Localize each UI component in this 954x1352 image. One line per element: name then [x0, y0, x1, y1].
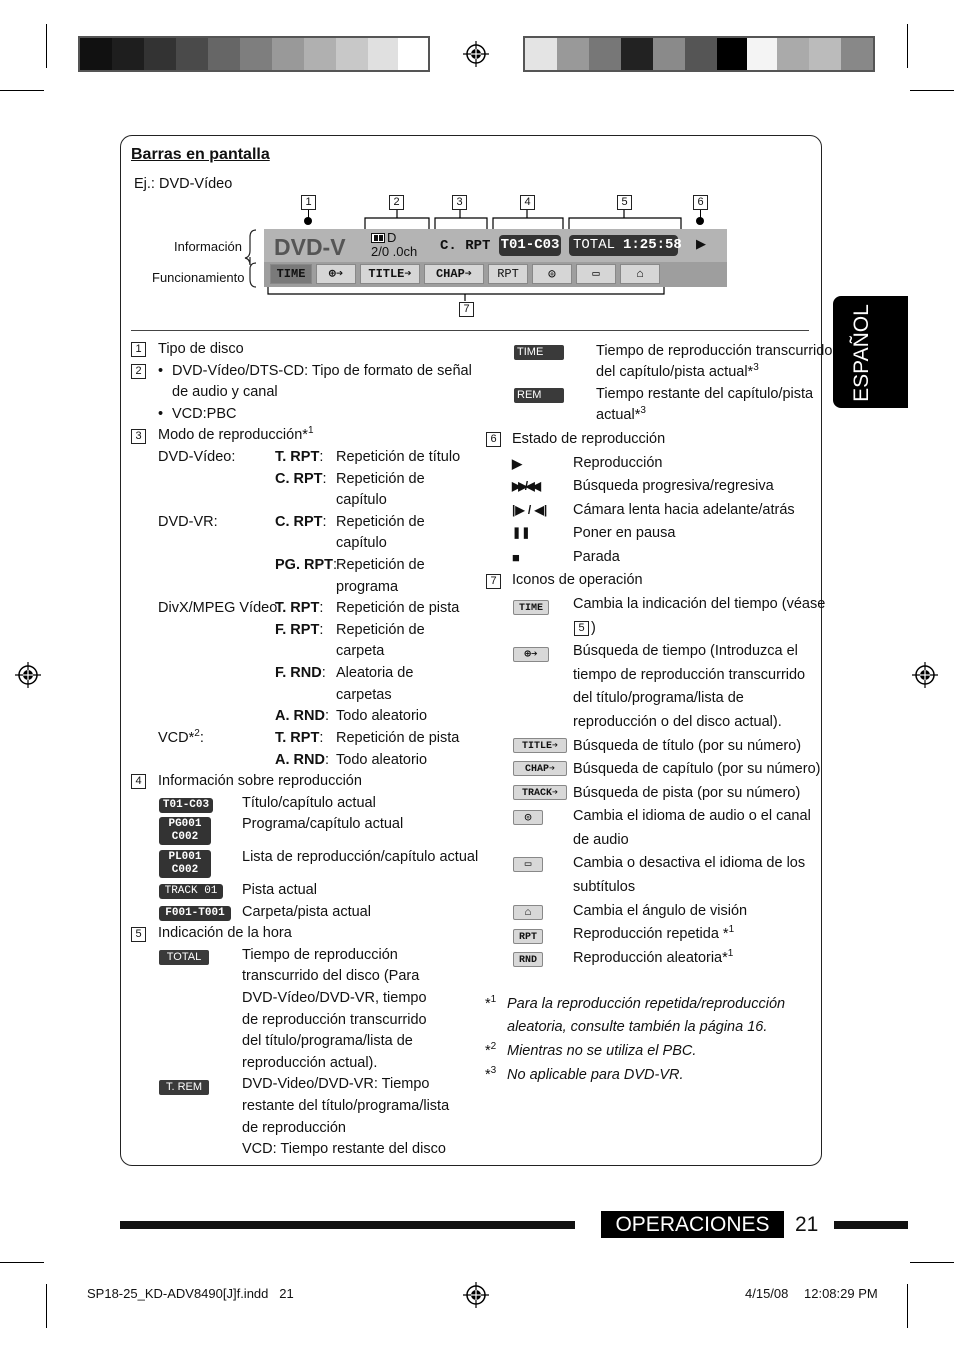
callout-5: 5: [617, 195, 632, 210]
pause-icon: ❚❚: [512, 527, 531, 539]
colon: :: [333, 557, 338, 573]
callout-bracket: [267, 286, 665, 302]
status-desc: Parada: [573, 549, 620, 565]
section-label: OPERACIONES: [615, 1213, 770, 1236]
swatch: [589, 38, 621, 70]
colon: :: [322, 514, 327, 530]
mode-code: [275, 728, 323, 749]
item-7-text: Iconos de operación: [512, 572, 643, 588]
item-number-7: 7: [486, 574, 501, 589]
footnote-text: Para la reproducción repetida/reproducción: [507, 996, 786, 1012]
crop-mark: [910, 1262, 954, 1263]
mode-code: [275, 512, 327, 533]
crop-mark: [910, 90, 954, 91]
op-desc: ): [591, 620, 596, 636]
mode-desc: Todo aleatorio: [336, 708, 428, 724]
bracket-icon: [244, 229, 258, 291]
page-number: 21: [795, 1213, 819, 1236]
time-indicator-icon: TIME: [514, 345, 564, 360]
bullet: •: [158, 363, 164, 379]
time-button[interactable]: TIME: [270, 264, 312, 284]
info-desc: Lista de reproducción/capítulo actual: [242, 849, 479, 865]
remain-desc: VCD: Tiempo restante del disco: [242, 1141, 446, 1157]
colon: :: [321, 665, 326, 681]
callout-7: 7: [459, 302, 474, 317]
item-number-2: 2: [131, 364, 146, 379]
crop-mark: [46, 24, 47, 68]
audio-button[interactable]: ◎: [532, 264, 572, 284]
op-desc: Búsqueda de pista (por su número): [573, 785, 801, 801]
mode-desc: capítulo: [336, 535, 387, 551]
remain-desc: restante del título/programa/lista: [242, 1098, 450, 1114]
colon: :: [199, 730, 204, 746]
swatch: [112, 38, 144, 70]
playlist-chapter-icon: [159, 850, 211, 878]
time-desc: del título/programa/lista de: [242, 1033, 413, 1049]
swatch: [747, 38, 777, 70]
registration-mark-icon: [463, 41, 489, 67]
op-desc: de audio: [573, 832, 629, 848]
mode-code: [275, 663, 326, 684]
mode-desc: carpetas: [336, 687, 392, 703]
subtitle-icon: ▭: [513, 857, 543, 872]
swatch: [525, 38, 557, 70]
mode-code: [275, 555, 337, 576]
icon-line: C002: [171, 831, 199, 843]
colon: :: [319, 730, 324, 746]
inline-ref-5: 5: [574, 621, 589, 636]
op-desc: Búsqueda de capítulo (por su número): [573, 761, 821, 777]
mode-desc: Repetición de: [336, 471, 425, 487]
title-chapter-icon: T01-C03: [159, 798, 213, 813]
mode-desc: capítulo: [336, 492, 387, 508]
callout-2: 2: [389, 195, 404, 210]
mode-code-label: A. RND: [275, 752, 325, 768]
total-time: 1:25:58: [623, 237, 682, 253]
play-icon: ▶: [696, 236, 706, 251]
info-desc: Título/capítulo actual: [242, 795, 376, 811]
mode-divx: DivX/MPEG Vídeo:: [158, 600, 282, 616]
item-number-1: 1: [131, 342, 146, 357]
time-desc: Tiempo de reproducción: [242, 947, 398, 963]
footnote-number: 2: [490, 1041, 497, 1053]
status-desc: Cámara lenta hacia adelante/atrás: [573, 502, 795, 518]
swatch: [240, 38, 272, 70]
angle-icon: ⌂: [513, 905, 543, 920]
mode-desc: Repetición de pista: [336, 600, 460, 616]
callout-4: 4: [520, 195, 535, 210]
audio-icon: ◎: [513, 810, 543, 825]
item-4-text: Información sobre reproducción: [158, 773, 362, 789]
crop-mark: [907, 1284, 908, 1328]
item-3-label: Modo de reproducción*: [158, 427, 308, 443]
mode-code-label: T. RPT: [275, 730, 320, 746]
time-desc: DVD-Vídeo/DVD-VR, tiempo: [242, 990, 427, 1006]
swatch: [717, 38, 747, 70]
swatch: [304, 38, 336, 70]
mode-code: [275, 706, 329, 727]
callout-dot: [696, 217, 704, 225]
footnote-text: Mientras no se utiliza el PBC.: [507, 1043, 697, 1059]
track-search-icon: TRACK➔: [513, 785, 567, 800]
time-desc: de reproducción transcurrido: [242, 1012, 427, 1028]
track-chapter-badge: [499, 235, 561, 256]
footnote-ref: 2: [194, 728, 200, 740]
swatch: [621, 38, 653, 70]
title-remain-icon: T. REM: [159, 1080, 209, 1095]
op-desc: tiempo de reproducción transcurrido: [573, 667, 806, 683]
op-desc: reproducción o del disco actual).: [573, 714, 782, 730]
op-desc: Cambia el idioma de audio o el canal: [573, 808, 811, 824]
footnote-text: No aplicable para DVD-VR.: [507, 1067, 684, 1083]
footnote-ref: 1: [727, 948, 734, 960]
mode-desc: Repetición de título: [336, 449, 461, 465]
op-desc: Cambia la indicación del tiempo (véase: [573, 596, 826, 612]
swatch: [176, 38, 208, 70]
callout-bracket: [434, 210, 488, 230]
swatch: [653, 38, 685, 70]
op-desc-label: Reproducción aleatoria*: [573, 950, 728, 966]
time-desc-label: del capítulo/pista actual*: [596, 364, 754, 380]
remain-desc: DVD-Video/DVD-VR: Tiempo: [242, 1076, 430, 1092]
print-time: 12:08:29 PM: [804, 1286, 878, 1301]
status-desc: Reproducción: [573, 455, 663, 471]
program-chapter-icon: [159, 817, 211, 845]
mode-desc: Todo aleatorio: [336, 752, 428, 768]
icon-line: C002: [171, 864, 199, 876]
footnote-number: 3: [490, 1065, 497, 1077]
colon: :: [319, 449, 324, 465]
status-desc: Poner en pausa: [573, 525, 676, 541]
op-desc-label: Reproducción repetida *: [573, 926, 729, 942]
mode-code-label: C. RPT: [275, 471, 323, 487]
callout-bracket: [364, 210, 430, 230]
subtitle-button[interactable]: ▭: [576, 264, 616, 284]
remain-desc: de reproducción: [242, 1120, 346, 1136]
footer-rule-left: [120, 1221, 575, 1229]
mode-desc: Repetición de: [336, 622, 425, 638]
mode-code: [275, 598, 323, 619]
item-1-text: Tipo de disco: [158, 341, 244, 357]
random-icon: RND: [513, 952, 543, 967]
time-search-icon: ⊕➔: [513, 647, 549, 662]
op-desc: [573, 924, 734, 945]
footnote-star: *: [485, 996, 491, 1012]
mode-code-label: A. RND: [275, 708, 325, 724]
icon-line: PL001: [168, 851, 202, 863]
registration-mark-icon: [912, 662, 938, 688]
audio-format: D: [387, 230, 397, 245]
indd-file-name: SP18-25_KD-ADV8490[J]f.indd 21: [87, 1286, 294, 1301]
swatch: [80, 38, 112, 70]
track-label: T01-: [500, 237, 535, 253]
info-desc: Carpeta/pista actual: [242, 904, 371, 920]
status-desc: Búsqueda progresiva/regresiva: [573, 478, 774, 494]
registration-mark-icon: [463, 1282, 489, 1308]
folder-track-icon: F001-T001: [159, 906, 231, 921]
colon: :: [324, 708, 329, 724]
colon: :: [319, 622, 324, 638]
time-desc: [596, 362, 759, 383]
dolby-icon: [371, 233, 385, 243]
crop-mark: [46, 1284, 47, 1328]
callout-dot: [304, 217, 312, 225]
footnote-ref: 1: [728, 924, 735, 936]
info-desc: Pista actual: [242, 882, 317, 898]
swatch: [336, 38, 368, 70]
mode-code-label: PG. RPT: [275, 557, 334, 573]
mode-code: [275, 750, 329, 771]
bullet: •: [158, 406, 164, 422]
chapter-label: C03: [534, 237, 560, 253]
mode-code-label: F. RPT: [275, 622, 320, 638]
swatch: [777, 38, 809, 70]
time-desc: Tiempo de reproducción transcurrido: [596, 343, 833, 359]
slow-motion-icon: |▶ / ◀|: [512, 503, 548, 517]
mode-dvd-vr: DVD-VR:: [158, 514, 218, 530]
repeat-button[interactable]: RPT: [488, 264, 528, 284]
search-icon: ▶▶ / ◀◀: [512, 479, 538, 493]
item-number-6: 6: [486, 432, 501, 447]
example-label: Ej.: DVD-Vídeo: [134, 176, 233, 192]
info-desc: Programa/capítulo actual: [242, 816, 404, 832]
registration-mark-icon: [15, 662, 41, 688]
swatch: [144, 38, 176, 70]
mode-dvd-video: DVD-Vídeo:: [158, 449, 236, 465]
info-label: Información: [174, 239, 242, 254]
mode-code-label: T. RPT: [275, 600, 320, 616]
mode-desc: Repetición de: [336, 557, 425, 573]
icon-line: PG001: [168, 818, 202, 830]
colon: :: [324, 752, 329, 768]
op-desc: Búsqueda de título (por su número): [573, 738, 802, 754]
chapter-search-icon: CHAP➔: [513, 761, 567, 776]
stop-icon: ■: [512, 550, 520, 565]
item-number-3: 3: [131, 429, 146, 444]
mode-desc: Repetición de pista: [336, 730, 460, 746]
swatch: [809, 38, 841, 70]
mode-code-label: T. RPT: [275, 449, 320, 465]
colon: :: [322, 471, 327, 487]
item-2-vcd: VCD:PBC: [172, 406, 237, 422]
item-number-4: 4: [131, 774, 146, 789]
colon: :: [319, 600, 324, 616]
op-desc: subtítulos: [573, 879, 636, 895]
time-search-button[interactable]: ⊕➔: [316, 264, 356, 284]
footnote-star: *: [485, 1067, 491, 1083]
play-icon: ▶: [512, 456, 522, 471]
audio-channel: 2/0 .0ch: [371, 244, 418, 259]
callout-bracket: [492, 210, 564, 230]
time-desc: reproducción actual).: [242, 1055, 378, 1071]
item-3-text: [158, 425, 314, 446]
mode-code: [275, 469, 327, 490]
item-6-text: Estado de reproducción: [512, 431, 666, 447]
swatch: [272, 38, 304, 70]
swatch: [398, 38, 428, 70]
angle-button[interactable]: ⌂: [620, 264, 660, 284]
disc-type: DVD-V: [274, 234, 346, 260]
footnote-star: *: [485, 1043, 491, 1059]
section-title: Barras en pantalla: [131, 146, 270, 163]
repeat-mode: C. RPT: [440, 238, 491, 254]
footnote-ref: 1: [307, 425, 314, 437]
mode-vcd: [158, 728, 204, 749]
mode-vcd-label: VCD*: [158, 730, 195, 746]
footnote-marker: [485, 1041, 496, 1062]
footnote-ref: 3: [753, 362, 759, 374]
footer-rule-right: [834, 1221, 908, 1229]
op-desc: Cambia el ángulo de visión: [573, 903, 748, 919]
callout-1: 1: [301, 195, 316, 210]
mode-desc: Aleatoria de: [336, 665, 414, 681]
mode-desc: Repetición de: [336, 514, 425, 530]
mode-code-label: C. RPT: [275, 514, 323, 530]
swatch: [557, 38, 589, 70]
remain-desc: [596, 405, 646, 426]
mode-desc: carpeta: [336, 643, 385, 659]
title-search-icon: TITLE➔: [513, 738, 567, 753]
crop-mark: [907, 24, 908, 68]
swatch: [368, 38, 398, 70]
repeat-icon: RPT: [513, 929, 543, 944]
callout-6: 6: [693, 195, 708, 210]
callout-bracket: [568, 210, 682, 230]
language-tab-label: ESPAÑOL: [850, 304, 873, 402]
title-search-button[interactable]: TITLE➔: [360, 264, 420, 284]
divider: [131, 330, 809, 331]
remain-desc-label: actual*: [596, 407, 641, 423]
swatch: [685, 38, 717, 70]
op-desc: Cambia o desactiva el idioma de los: [573, 855, 806, 871]
mode-code: [275, 620, 323, 641]
op-desc: [573, 948, 733, 969]
track-icon: TRACK 01: [159, 884, 223, 899]
time-icon: TIME: [513, 600, 549, 615]
total-icon: TOTAL: [159, 950, 209, 965]
footnote-marker: [485, 994, 496, 1015]
footnote-ref: 3: [640, 405, 646, 417]
total-label: TOTAL: [573, 237, 616, 253]
mode-code-label: F. RND: [275, 665, 322, 681]
op-desc: del título/programa/lista de: [573, 690, 744, 706]
remain-indicator-icon: REM: [514, 388, 564, 403]
footnote-marker: [485, 1065, 496, 1086]
item-2-line1: DVD-Vídeo/DTS-CD: Tipo de formato de señal: [172, 363, 472, 379]
swatch: [208, 38, 240, 70]
op-desc: Búsqueda de tiempo (Introduzca el: [573, 643, 798, 659]
remain-desc: Tiempo restante del capítulo/pista: [596, 386, 814, 402]
item-2-line2: de audio y canal: [172, 384, 278, 400]
callout-3: 3: [452, 195, 467, 210]
mode-code: [275, 447, 323, 468]
item-number-5: 5: [131, 927, 146, 942]
func-label: Funcionamiento: [152, 270, 245, 285]
crop-mark: [0, 1262, 44, 1263]
swatch: [841, 38, 873, 70]
item-5-text: Indicación de la hora: [158, 925, 292, 941]
footnote-number: 1: [490, 994, 497, 1006]
mode-desc: programa: [336, 579, 399, 595]
time-desc: transcurrido del disco (Para: [242, 968, 420, 984]
chapter-search-button[interactable]: CHAP➔: [424, 264, 484, 284]
footnote-text: aleatoria, consulte también la página 16.: [507, 1019, 768, 1035]
crop-mark: [0, 90, 44, 91]
total-time-badge: [569, 235, 682, 256]
print-date: 4/15/08: [745, 1286, 789, 1301]
